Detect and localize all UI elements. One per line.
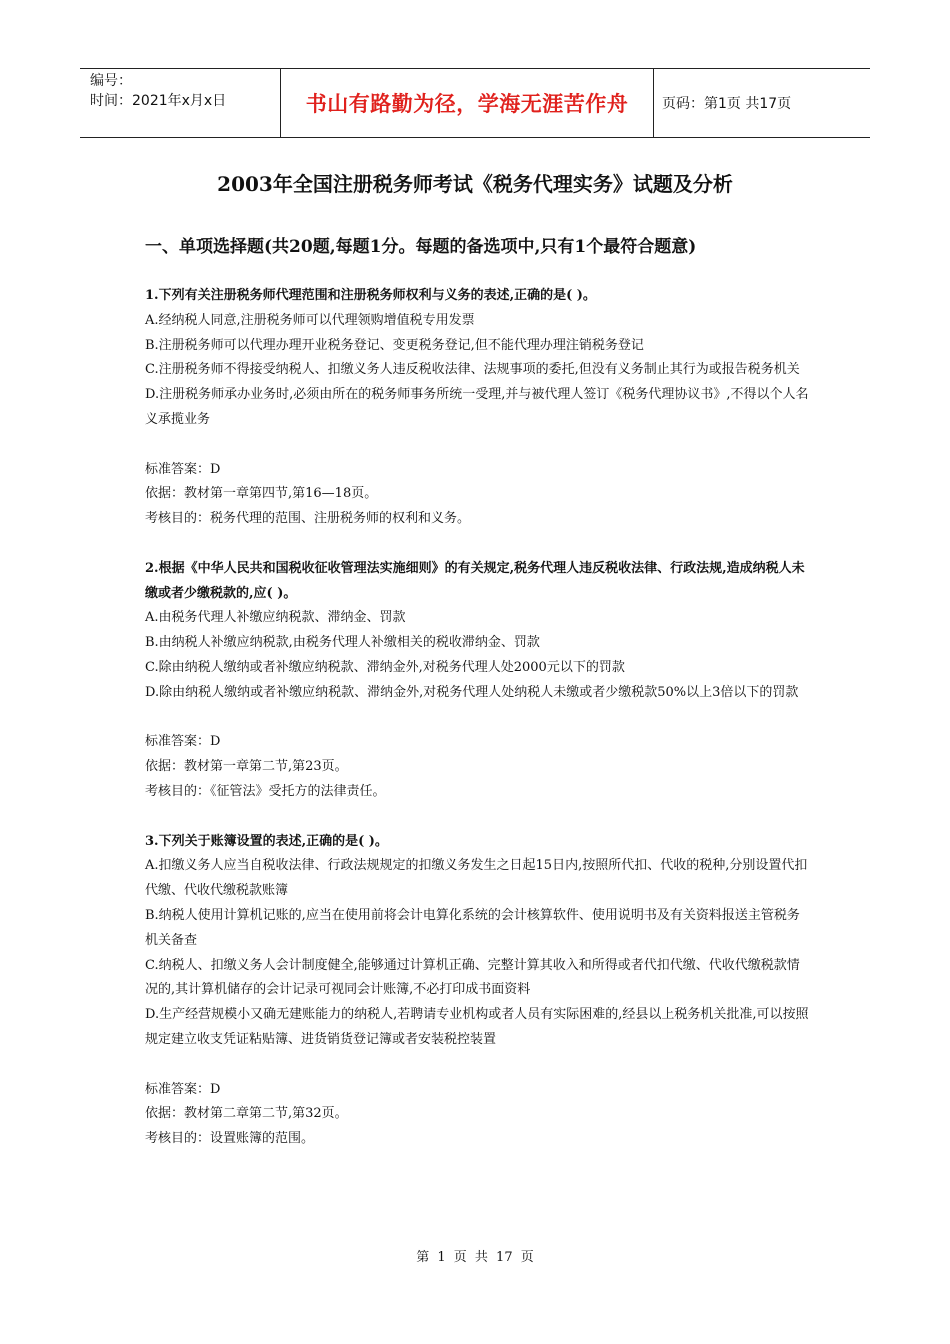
exam-purpose: 考核目的：《征管法》受托方的法律责任。	[145, 783, 386, 799]
option-c: C.除由纳税人缴纳或者补缴应纳税款、滞纳金外,对税务代理人处2000元以下的罚款	[145, 659, 625, 675]
header-meta	[80, 69, 280, 137]
header-table	[80, 68, 870, 138]
question-block	[145, 557, 810, 830]
option-b: B.注册税务师可以代理办理开业税务登记、变更税务登记,但不能代理办理注销税务登记	[145, 337, 644, 353]
standard-answer: 标准答案：D	[145, 1081, 221, 1097]
option-d: D.生产经营规模小又确无建账能力的纳税人,若聘请专业机构或者人员有实际困难的,经县以上税务机关批准,可以按照规定建立收支凭证粘贴簿、进货销货登记簿或者安装税控装置	[145, 1007, 809, 1047]
document-date: 时间：2021年x月x日	[90, 93, 227, 109]
standard-answer: 标准答案：D	[145, 461, 221, 477]
questions-body	[145, 284, 810, 1152]
document-number: 编号：	[90, 73, 132, 89]
exam-purpose: 考核目的：设置账簿的范围。	[145, 1131, 315, 1147]
question-stem: 3.下列关于账簿设置的表述,正确的是( )。	[145, 833, 388, 849]
option-d: D.除由纳税人缴纳或者补缴应纳税款、滞纳金外,对税务代理人处纳税人未缴或者少缴税款50%以上3倍以下的罚款	[145, 684, 799, 700]
answer-basis: 依据：教材第二章第二节,第32页。	[145, 1106, 348, 1122]
question-stem: 2.根据《中华人民共和国税收征收管理法实施细则》的有关规定,税务代理人违反税收法律、行政法规,造成纳税人未缴或者少缴税款的,应( )。	[145, 560, 805, 601]
option-a: A.由税务代理人补缴应纳税款、滞纳金、罚款	[145, 610, 406, 626]
question-block	[145, 830, 810, 1152]
header-motto-cell	[280, 69, 654, 137]
page-footer: 第 1 页 共 17 页	[416, 1250, 534, 1265]
exam-purpose: 考核目的：税务代理的范围、注册税务师的权利和义务。	[145, 511, 471, 527]
option-b: B.由纳税人补缴应纳税款,由税务代理人补缴相关的税收滞纳金、罚款	[145, 635, 540, 651]
header-motto: 书山有路勤为径，学海无涯苦作舟	[305, 92, 629, 116]
header-page-info: 页码：第1页 共17页	[662, 96, 792, 112]
option-a: A.扣缴义务人应当自税收法律、行政法规规定的扣缴义务发生之日起15日内,按照所代扣、代收的税种,分别设置代扣代缴、代收代缴税款账簿	[145, 858, 808, 899]
question-block	[145, 284, 810, 557]
standard-answer: 标准答案：D	[145, 734, 221, 750]
option-b: B.纳税人使用计算机记账的,应当在使用前将会计电算化系统的会计核算软件、使用说明书及有关资料报送主管税务机关备查	[145, 907, 800, 948]
option-a: A.经纳税人同意,注册税务师可以代理领购增值税专用发票	[145, 312, 475, 328]
option-d: D.注册税务师承办业务时,必须由所在的税务师事务所统一受理,并与被代理人签订《税务代理协议书》,不得以个人名义承揽业务	[145, 387, 809, 427]
option-c: C.注册税务师不得接受纳税人、扣缴义务人违反税收法律、法规事项的委托,但没有义务制止其行为或报告税务机关	[145, 362, 800, 378]
answer-basis: 依据：教材第一章第二节,第23页。	[145, 759, 348, 775]
option-c: C.纳税人、扣缴义务人会计制度健全,能够通过计算机正确、完整计算其收入和所得或者代扣代缴、代收代缴税款情况的,其计算机储存的会计记录可视同会计账簿,不必打印成书面资料	[145, 957, 800, 998]
question-stem: 1.下列有关注册税务师代理范围和注册税务师权利与义务的表述,正确的是( )。	[145, 288, 596, 303]
answer-basis: 依据：教材第一章第四节,第16—18页。	[145, 486, 378, 502]
document-title: 2003年全国注册税务师考试《税务代理实务》试题及分析	[217, 172, 733, 196]
section-title: 一、单项选择题(共20题,每题1分。每题的备选项中,只有1个最符合题意)	[145, 237, 697, 257]
